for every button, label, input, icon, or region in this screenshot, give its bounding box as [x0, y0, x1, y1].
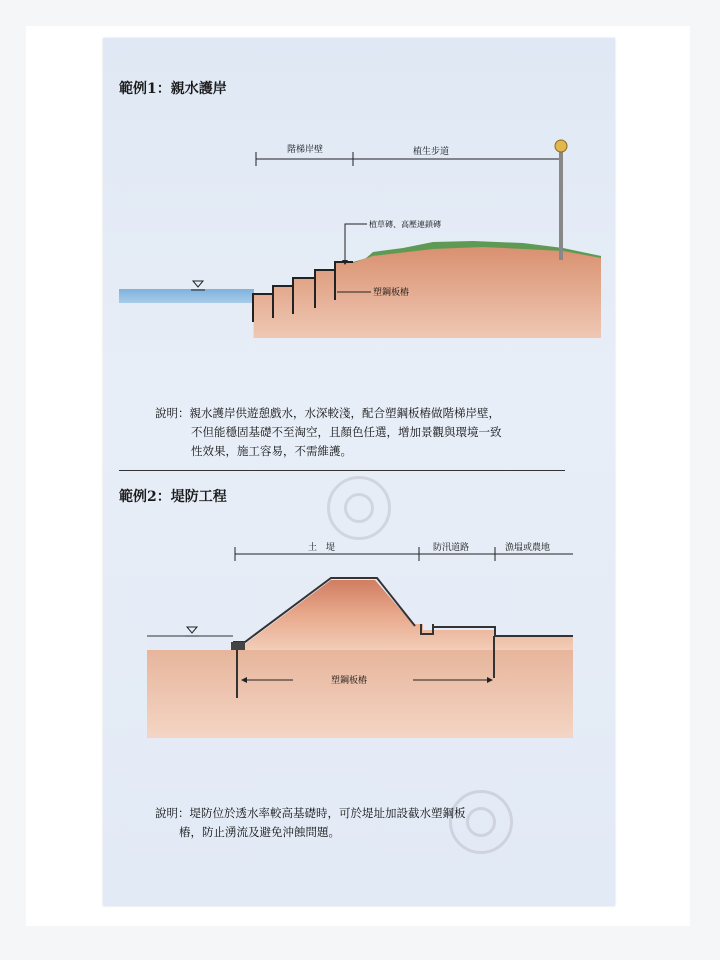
label-plant-path: 植生步道	[413, 147, 450, 157]
example1-heading: 範例1：親水護岸	[119, 81, 227, 97]
desc1-line-2: 不但能穩固基礎不至淘空，且顏色任選，增加景觀與環境一致	[191, 425, 502, 439]
page	[103, 38, 615, 906]
desc1-prefix: 說明：	[155, 406, 190, 420]
desc2-line-2: 樁，防止湧流及避免沖蝕問題。	[179, 825, 340, 839]
desc1-line-1: 親水護岸供遊憩戲水，水深較淺，配合塑鋼板樁做階梯岸壁，	[189, 406, 500, 420]
example2-heading: 範例2：堤防工程	[119, 489, 227, 505]
example2-description	[155, 804, 466, 842]
label-stair-wall: 階梯岸壁	[287, 145, 324, 155]
section-divider	[119, 470, 565, 471]
label-flood-road: 防汛道路	[433, 543, 470, 553]
label-fish-farm: 漁塭或農地	[505, 543, 551, 553]
watermark-logo-icon	[327, 476, 391, 540]
label-sheet-pile-1: 塑鋼板樁	[373, 288, 410, 298]
desc1-line-3: 性效果，施工容易，不需維護。	[191, 444, 352, 458]
label-embankment: 土 堤	[308, 543, 336, 553]
desc2-prefix: 說明：	[155, 806, 190, 820]
desc2-line-1: 堤防位於透水率較高基礎時，可於堤址加設截水塑鋼板	[189, 806, 466, 820]
label-bricks: 植草磚、高壓連鎖磚	[369, 220, 441, 229]
example1-labels	[103, 38, 615, 906]
label-sheet-pile-2: 塑鋼板樁	[331, 676, 368, 686]
example1-description	[155, 404, 502, 461]
